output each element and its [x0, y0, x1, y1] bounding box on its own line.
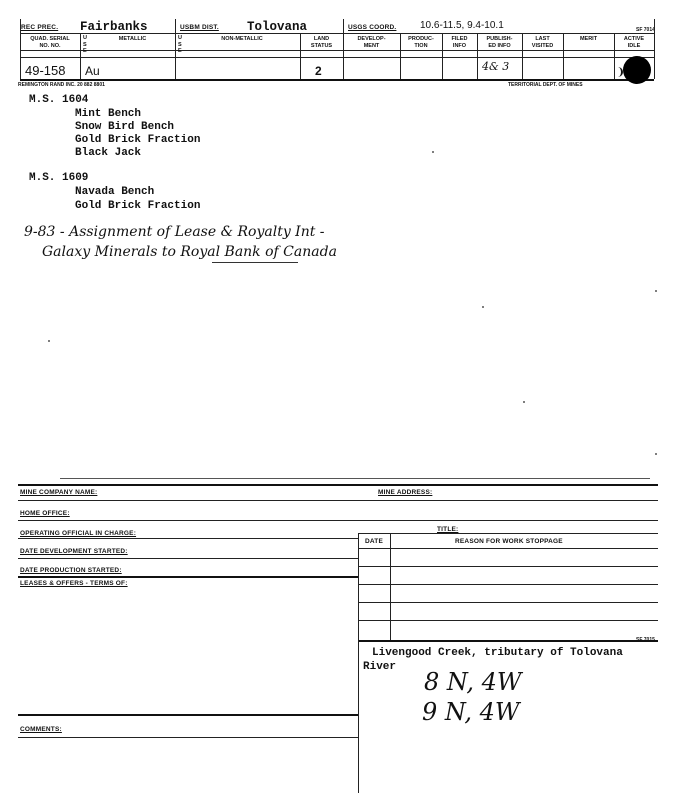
title-label: TITLE: — [437, 526, 459, 533]
claim-name: Black Jack — [75, 147, 142, 159]
rec-prec-value: Fairbanks — [80, 20, 148, 34]
col-published-info: PUBLISH- ED INFO — [486, 36, 513, 49]
col-last-visited: LAST VISITED — [531, 36, 554, 49]
usbm-dist-value: Tolovana — [247, 20, 308, 34]
form-code-bottom: SF 7015 — [636, 637, 655, 643]
mine-company-name-label: MINE COMPANY NAME: — [20, 489, 98, 496]
comments-label: COMMENTS: — [20, 726, 62, 733]
col-metallic: METALLIC — [118, 36, 147, 42]
col-non-metallic: NON-METALLIC — [221, 36, 263, 42]
location-line-2: River — [363, 661, 397, 673]
col-merit: MERIT — [579, 36, 598, 42]
date-development-started-label: DATE DEVELOPMENT STARTED: — [20, 548, 128, 555]
usgs-coord-label: USGS COORD. — [348, 24, 397, 31]
date-production-started-label: DATE PRODUCTION STARTED: — [20, 567, 122, 574]
claim-ms-1604: M.S. 1604 — [29, 94, 89, 106]
handwritten-checkmark — [613, 67, 623, 77]
row-published-info: 4& 3 — [482, 60, 510, 73]
note-line-2: Galaxy Minerals to Royal Bank of Canada — [42, 244, 337, 260]
date-column-label: DATE — [365, 538, 384, 545]
claim-name: Gold Brick Fraction — [75, 200, 201, 212]
printer-imprint: REMINGTON RAND INC. 20 882 8801 — [18, 82, 105, 88]
row-metallic: Au — [85, 64, 100, 78]
usbm-dist-label: USBM DIST. — [180, 24, 219, 31]
rec-prec-label: REC PREC. — [21, 24, 59, 31]
col-land-status: LAND STATUS — [310, 36, 333, 49]
col-filed-info: FILED INFO — [451, 36, 468, 49]
reason-column-label: REASON FOR WORK STOPPAGE — [455, 538, 563, 545]
claim-name: Mint Bench — [75, 108, 142, 120]
note-line-1: 9-83 - Assignment of Lease & Royalty Int - — [24, 224, 325, 240]
usgs-coord-value: 10.6-11.5, 9.4-10.1 — [420, 20, 504, 31]
active-idle-mark — [623, 56, 651, 84]
leases-offers-label: LEASES & OFFERS - TERMS OF: — [20, 580, 128, 587]
col-active-idle: ACTIVE IDLE — [623, 36, 645, 49]
claim-name: Snow Bird Bench — [75, 121, 175, 133]
form-code-top: SF 7014 — [636, 27, 655, 33]
claim-name: Navada Bench — [75, 186, 155, 198]
operating-official-label: OPERATING OFFICIAL IN CHARGE: — [20, 530, 137, 537]
claim-ms-1609: M.S. 1609 — [29, 172, 89, 184]
location-line-1: Livengood Creek, tributary of Tolovana — [372, 647, 623, 659]
col-production: PRODUC- TION — [408, 36, 434, 49]
col-use-nonmetallic: U S E — [178, 35, 182, 54]
row-land-status: 2 — [315, 64, 322, 78]
home-office-label: HOME OFFICE: — [20, 510, 70, 517]
col-development: DEVELOP- MENT — [357, 36, 386, 49]
territorial-dept-imprint: TERRITORIAL DEPT. OF MINES — [508, 82, 583, 88]
mine-address-label: MINE ADDRESS: — [378, 489, 433, 496]
col-quad-serial: QUAD. SERIAL NO. NO. — [30, 36, 70, 49]
hand-coordinate-2: 9 N, 4W — [422, 698, 520, 726]
col-use-metallic: U S E — [83, 35, 87, 54]
claim-name: Gold Brick Fraction — [75, 134, 201, 146]
row-quad-serial: 49-158 — [25, 63, 66, 78]
hand-coordinate-1: 8 N, 4W — [424, 668, 522, 696]
